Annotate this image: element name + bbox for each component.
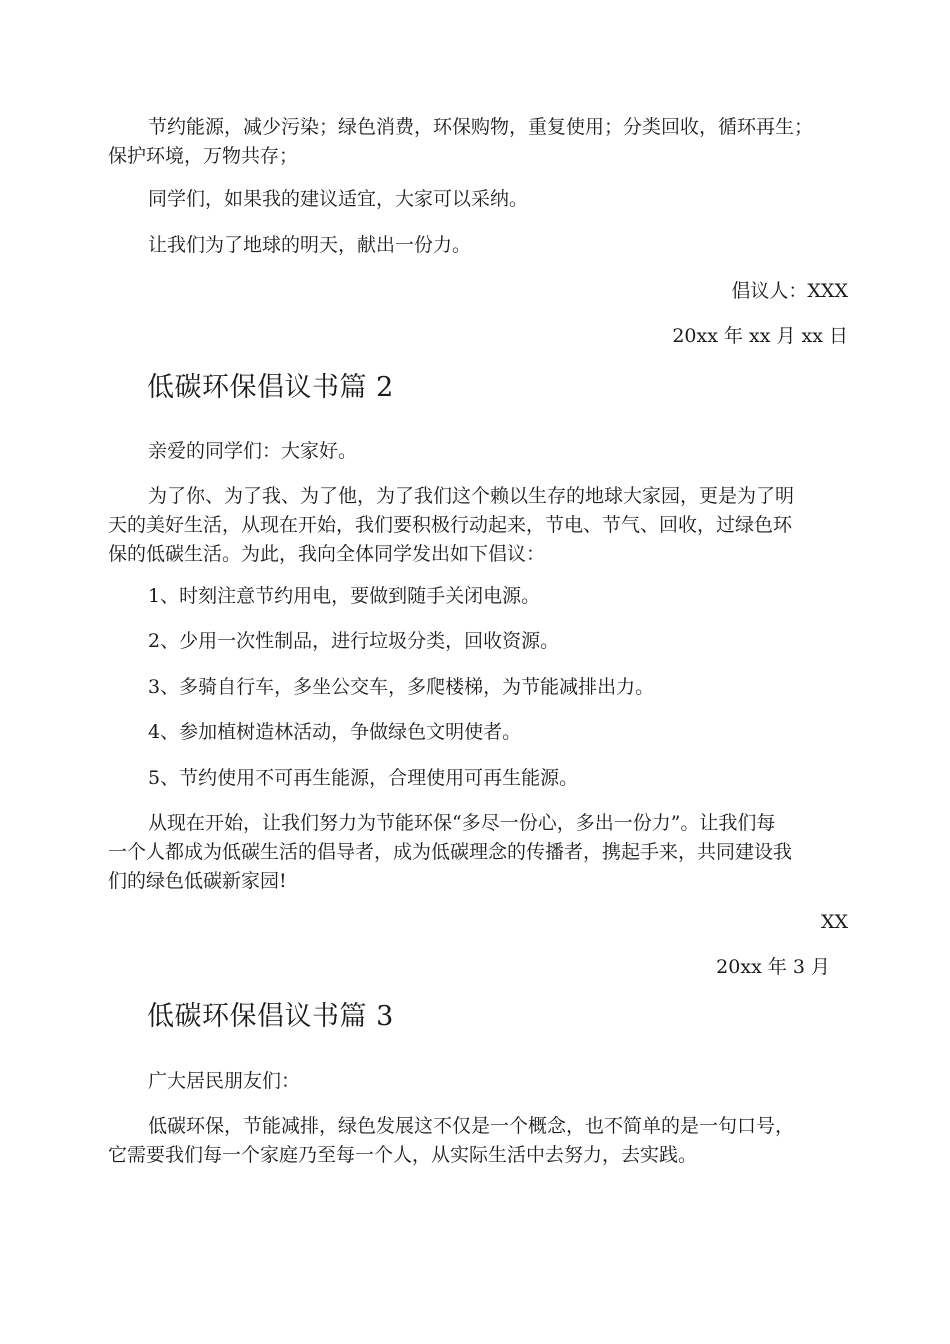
text-line: 低碳环保，节能减排，绿色发展这不仅是一个概念，也不简单的是一句口号， xyxy=(148,1115,795,1137)
paragraph-environment-slogans xyxy=(108,113,848,171)
text-line: 节约能源，减少污染；绿色消费，环保购物，重复使用；分类回收，循环再生； xyxy=(148,116,814,138)
text-line: 们的绿色低碳新家园! xyxy=(108,870,287,892)
text-line: 它需要我们每一个家庭乃至每一个人，从实际生活中去努力，去实践。 xyxy=(108,1144,698,1166)
date-line: 20xx 年 xx 月 xx 日 xyxy=(672,325,848,347)
paragraph-call-to-action: 让我们为了地球的明天，献出一份力。 xyxy=(148,234,472,256)
section-heading-3: 低碳环保倡议书篇 3 xyxy=(147,1001,394,1032)
greeting: 亲爱的同学们：大家好。 xyxy=(148,440,358,462)
signer-line: XX xyxy=(820,911,848,933)
date-line: 20xx 年 3 月 xyxy=(716,956,830,978)
paragraph-closing xyxy=(108,809,848,896)
text-line: 一个人都成为低碳生活的倡导者，成为低碳理念的传播者，携起手来，共同建设我 xyxy=(108,841,793,863)
paragraph-low-carbon xyxy=(108,1112,848,1170)
signer-line: 倡议人：XXX xyxy=(731,280,848,302)
list-item: 3、多骑自行车，多坐公交车，多爬楼梯，为节能减排出力。 xyxy=(148,676,655,698)
list-item: 4、参加植树造林活动，争做绿色文明使者。 xyxy=(148,721,522,743)
text-line: 天的美好生活，从现在开始，我们要积极行动起来，节电、节气、回收，过绿色环 xyxy=(108,514,793,536)
list-item: 5、节约使用不可再生能源，合理使用可再生能源。 xyxy=(148,767,579,789)
text-line: 保的低碳生活。为此，我向全体同学发出如下倡议： xyxy=(108,543,546,565)
text-line: 保护环境，万物共存； xyxy=(108,145,299,167)
list-item: 2、少用一次性制品，进行垃圾分类，回收资源。 xyxy=(148,630,560,652)
paragraph-suggestion: 同学们，如果我的建议适宜，大家可以采纳。 xyxy=(148,188,529,210)
paragraph-intro xyxy=(108,482,848,569)
section-heading-2: 低碳环保倡议书篇 2 xyxy=(147,372,394,403)
text-line: 为了你、为了我、为了他，为了我们这个赖以生存的地球大家园，更是为了明 xyxy=(148,485,795,507)
greeting: 广大居民朋友们： xyxy=(148,1070,301,1092)
text-line: 从现在开始，让我们努力为节能环保“多尽一份心，多出一份力”。让我们每 xyxy=(148,812,776,834)
list-item: 1、时刻注意节约用电，要做到随手关闭电源。 xyxy=(148,585,541,607)
